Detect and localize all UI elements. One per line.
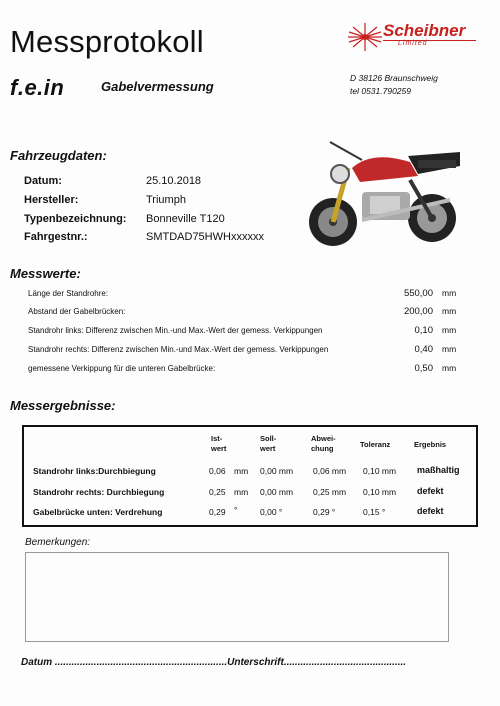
- starburst-logo-icon: [346, 22, 384, 52]
- logo-underline: [383, 40, 476, 41]
- result-status: defekt: [417, 486, 444, 496]
- remarks-box[interactable]: [25, 552, 449, 642]
- motorcycle-photo: [300, 130, 470, 250]
- measurement-label: Standrohr rechts: Differenz zwischen Min.-und Max.-Wert der gemess. Verkippungen: [28, 345, 329, 354]
- brand-name: f.e.in: [10, 75, 65, 100]
- measurement-label: Länge der Standrohre:: [28, 289, 109, 298]
- result-row-label: Gabelbrücke unten: Verdrehung: [33, 507, 163, 517]
- measurement-unit: mm: [442, 325, 457, 335]
- result-ist-unit: °: [234, 505, 238, 515]
- result-ist: 0,25: [209, 487, 226, 497]
- vehicle-value-date: 25.10.2018: [146, 175, 202, 187]
- result-ist-unit: mm: [234, 487, 249, 497]
- result-abw: 0,06 mm: [313, 466, 347, 476]
- measurement-value: 0,10: [414, 325, 433, 336]
- measurement-value: 550,00: [403, 288, 433, 299]
- col-header-abweichung: Abwei- chung: [311, 434, 336, 453]
- measurement-label: Standrohr links: Differenz zwischen Min.-und Max.-Wert der gemess. Verkippungen: [28, 326, 323, 335]
- result-soll: 0,00 °: [260, 507, 283, 517]
- address-line-1: D 38126 Braunschweig: [350, 73, 438, 83]
- measurement-value: 200,00: [403, 306, 433, 317]
- result-row-label: Standrohr links:Durchbiegung: [33, 466, 156, 476]
- logo-name: Scheibner: [383, 21, 466, 40]
- measurement-value: 0,50: [414, 363, 433, 374]
- col-header-ist: Ist- wert: [211, 434, 227, 453]
- measurements-heading: Messwerte:: [10, 266, 81, 281]
- result-status: defekt: [417, 506, 444, 516]
- vehicle-value-manufacturer: Triumph: [146, 194, 186, 206]
- vehicle-label-manufacturer: Hersteller:: [24, 194, 79, 206]
- remarks-label: Bemerkungen:: [25, 537, 91, 548]
- result-ist: 0,29: [209, 507, 226, 517]
- result-row-label: Standrohr rechts: Durchbiegung: [33, 487, 165, 497]
- results-heading: Messergebnisse:: [10, 398, 116, 413]
- measurement-unit: mm: [442, 288, 457, 298]
- logo-sub: Limited: [398, 40, 428, 47]
- col-header-soll: Soll- wert: [260, 434, 277, 453]
- vehicle-heading: Fahrzeugdaten:: [10, 148, 107, 163]
- vehicle-label-vin: Fahrgestnr.:: [24, 231, 88, 243]
- measurement-unit: mm: [442, 306, 457, 316]
- col-header-ergebnis: Ergebnis: [414, 440, 447, 449]
- vehicle-value-vin: SMTDAD75HWHxxxxxx: [146, 231, 264, 243]
- result-ist: 0,06: [209, 466, 226, 476]
- signature-line: Datum ..............................................................Unterschrift............................................: [21, 657, 407, 668]
- result-ist-unit: mm: [234, 466, 249, 476]
- vehicle-value-type: Bonneville T120: [146, 213, 225, 225]
- vehicle-label-type: Typenbezeichnung:: [24, 213, 127, 225]
- measurement-label: gemessene Verkippung für die unteren Gabelbrücke:: [28, 364, 216, 373]
- result-status: maßhaltig: [417, 465, 460, 475]
- measurement-value: 0,40: [414, 344, 433, 355]
- result-soll: 0,00 mm: [260, 466, 294, 476]
- vehicle-label-date: Datum:: [24, 175, 62, 187]
- result-tol: 0,10 mm: [363, 487, 397, 497]
- result-soll: 0,00 mm: [260, 487, 294, 497]
- result-tol: 0,10 mm: [363, 466, 397, 476]
- result-tol: 0,15 °: [363, 507, 386, 517]
- page-title: Messprotokoll: [10, 24, 204, 59]
- measurement-unit: mm: [442, 344, 457, 354]
- page-subtitle: Gabelvermessung: [101, 79, 214, 94]
- measurement-label: Abstand der Gabelbrücken:: [28, 307, 126, 316]
- result-abw: 0,25 mm: [313, 487, 347, 497]
- result-abw: 0,29 °: [313, 507, 336, 517]
- address-line-2: tel 0531.790259: [350, 86, 411, 96]
- col-header-toleranz: Toleranz: [360, 440, 391, 449]
- measurement-unit: mm: [442, 363, 457, 373]
